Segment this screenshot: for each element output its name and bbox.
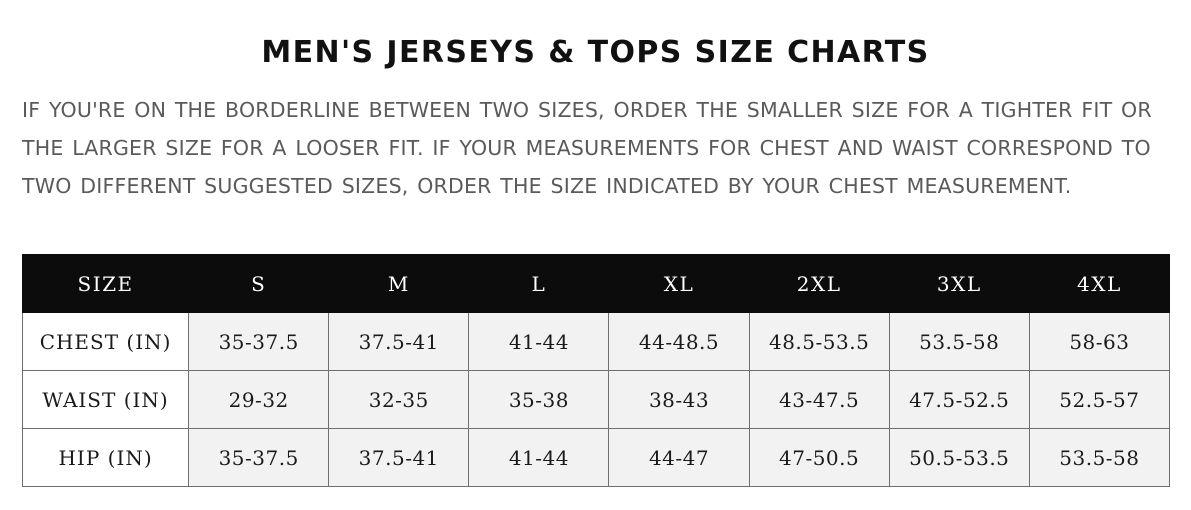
table-body xyxy=(23,313,1170,487)
cell-chest-m: 37.5-41 xyxy=(329,313,469,371)
cell-waist-l: 35-38 xyxy=(469,371,609,429)
intro-paragraph: IF YOU'RE ON THE BORDERLINE BETWEEN TWO SIZES, ORDER THE SMALLER SIZE FOR A TIGHTER FIT OR THE LARGER SIZE FOR A LOOSER FIT. IF YOUR MEASUREMENTS FOR CHEST AND WAIST CORRESPOND TO TWO DIFFERENT SUGGESTED SIZES, ORDER THE SIZE INDICATED BY YOUR CHEST MEASUREMENT. xyxy=(22,98,1152,198)
cell-hip-3xl: 50.5-53.5 xyxy=(889,429,1029,487)
cell-hip-s: 35-37.5 xyxy=(189,429,329,487)
cell-waist-m: 32-35 xyxy=(329,371,469,429)
cell-chest-s: 35-37.5 xyxy=(189,313,329,371)
table-header xyxy=(23,255,1170,313)
cell-chest-3xl: 53.5-58 xyxy=(889,313,1029,371)
row-label-hip: HIP (IN) xyxy=(23,429,189,487)
column-header-4xl: 4XL xyxy=(1029,255,1169,313)
cell-chest-xl: 44-48.5 xyxy=(609,313,749,371)
row-label-chest: CHEST (IN) xyxy=(23,313,189,371)
table-row xyxy=(23,371,1170,429)
cell-chest-l: 41-44 xyxy=(469,313,609,371)
column-header-3xl: 3XL xyxy=(889,255,1029,313)
page-title: MEN'S JERSEYS & TOPS SIZE CHARTS xyxy=(261,35,930,70)
cell-waist-2xl: 43-47.5 xyxy=(749,371,889,429)
cell-waist-4xl: 52.5-57 xyxy=(1029,371,1169,429)
table-row xyxy=(23,313,1170,371)
cell-chest-4xl: 58-63 xyxy=(1029,313,1169,371)
cell-hip-2xl: 47-50.5 xyxy=(749,429,889,487)
table-header-row xyxy=(23,255,1170,313)
column-header-size: SIZE xyxy=(23,255,189,313)
column-header-l: L xyxy=(469,255,609,313)
cell-hip-m: 37.5-41 xyxy=(329,429,469,487)
cell-chest-2xl: 48.5-53.5 xyxy=(749,313,889,371)
cell-hip-4xl: 53.5-58 xyxy=(1029,429,1169,487)
cell-waist-3xl: 47.5-52.5 xyxy=(889,371,1029,429)
size-chart-table-wrapper xyxy=(22,254,1170,487)
column-header-2xl: 2XL xyxy=(749,255,889,313)
column-header-xl: XL xyxy=(609,255,749,313)
cell-hip-l: 41-44 xyxy=(469,429,609,487)
cell-waist-xl: 38-43 xyxy=(609,371,749,429)
row-label-waist: WAIST (IN) xyxy=(23,371,189,429)
column-header-s: S xyxy=(189,255,329,313)
cell-hip-xl: 44-47 xyxy=(609,429,749,487)
table-row xyxy=(23,429,1170,487)
size-chart-table xyxy=(22,254,1170,487)
cell-waist-s: 29-32 xyxy=(189,371,329,429)
column-header-m: M xyxy=(329,255,469,313)
